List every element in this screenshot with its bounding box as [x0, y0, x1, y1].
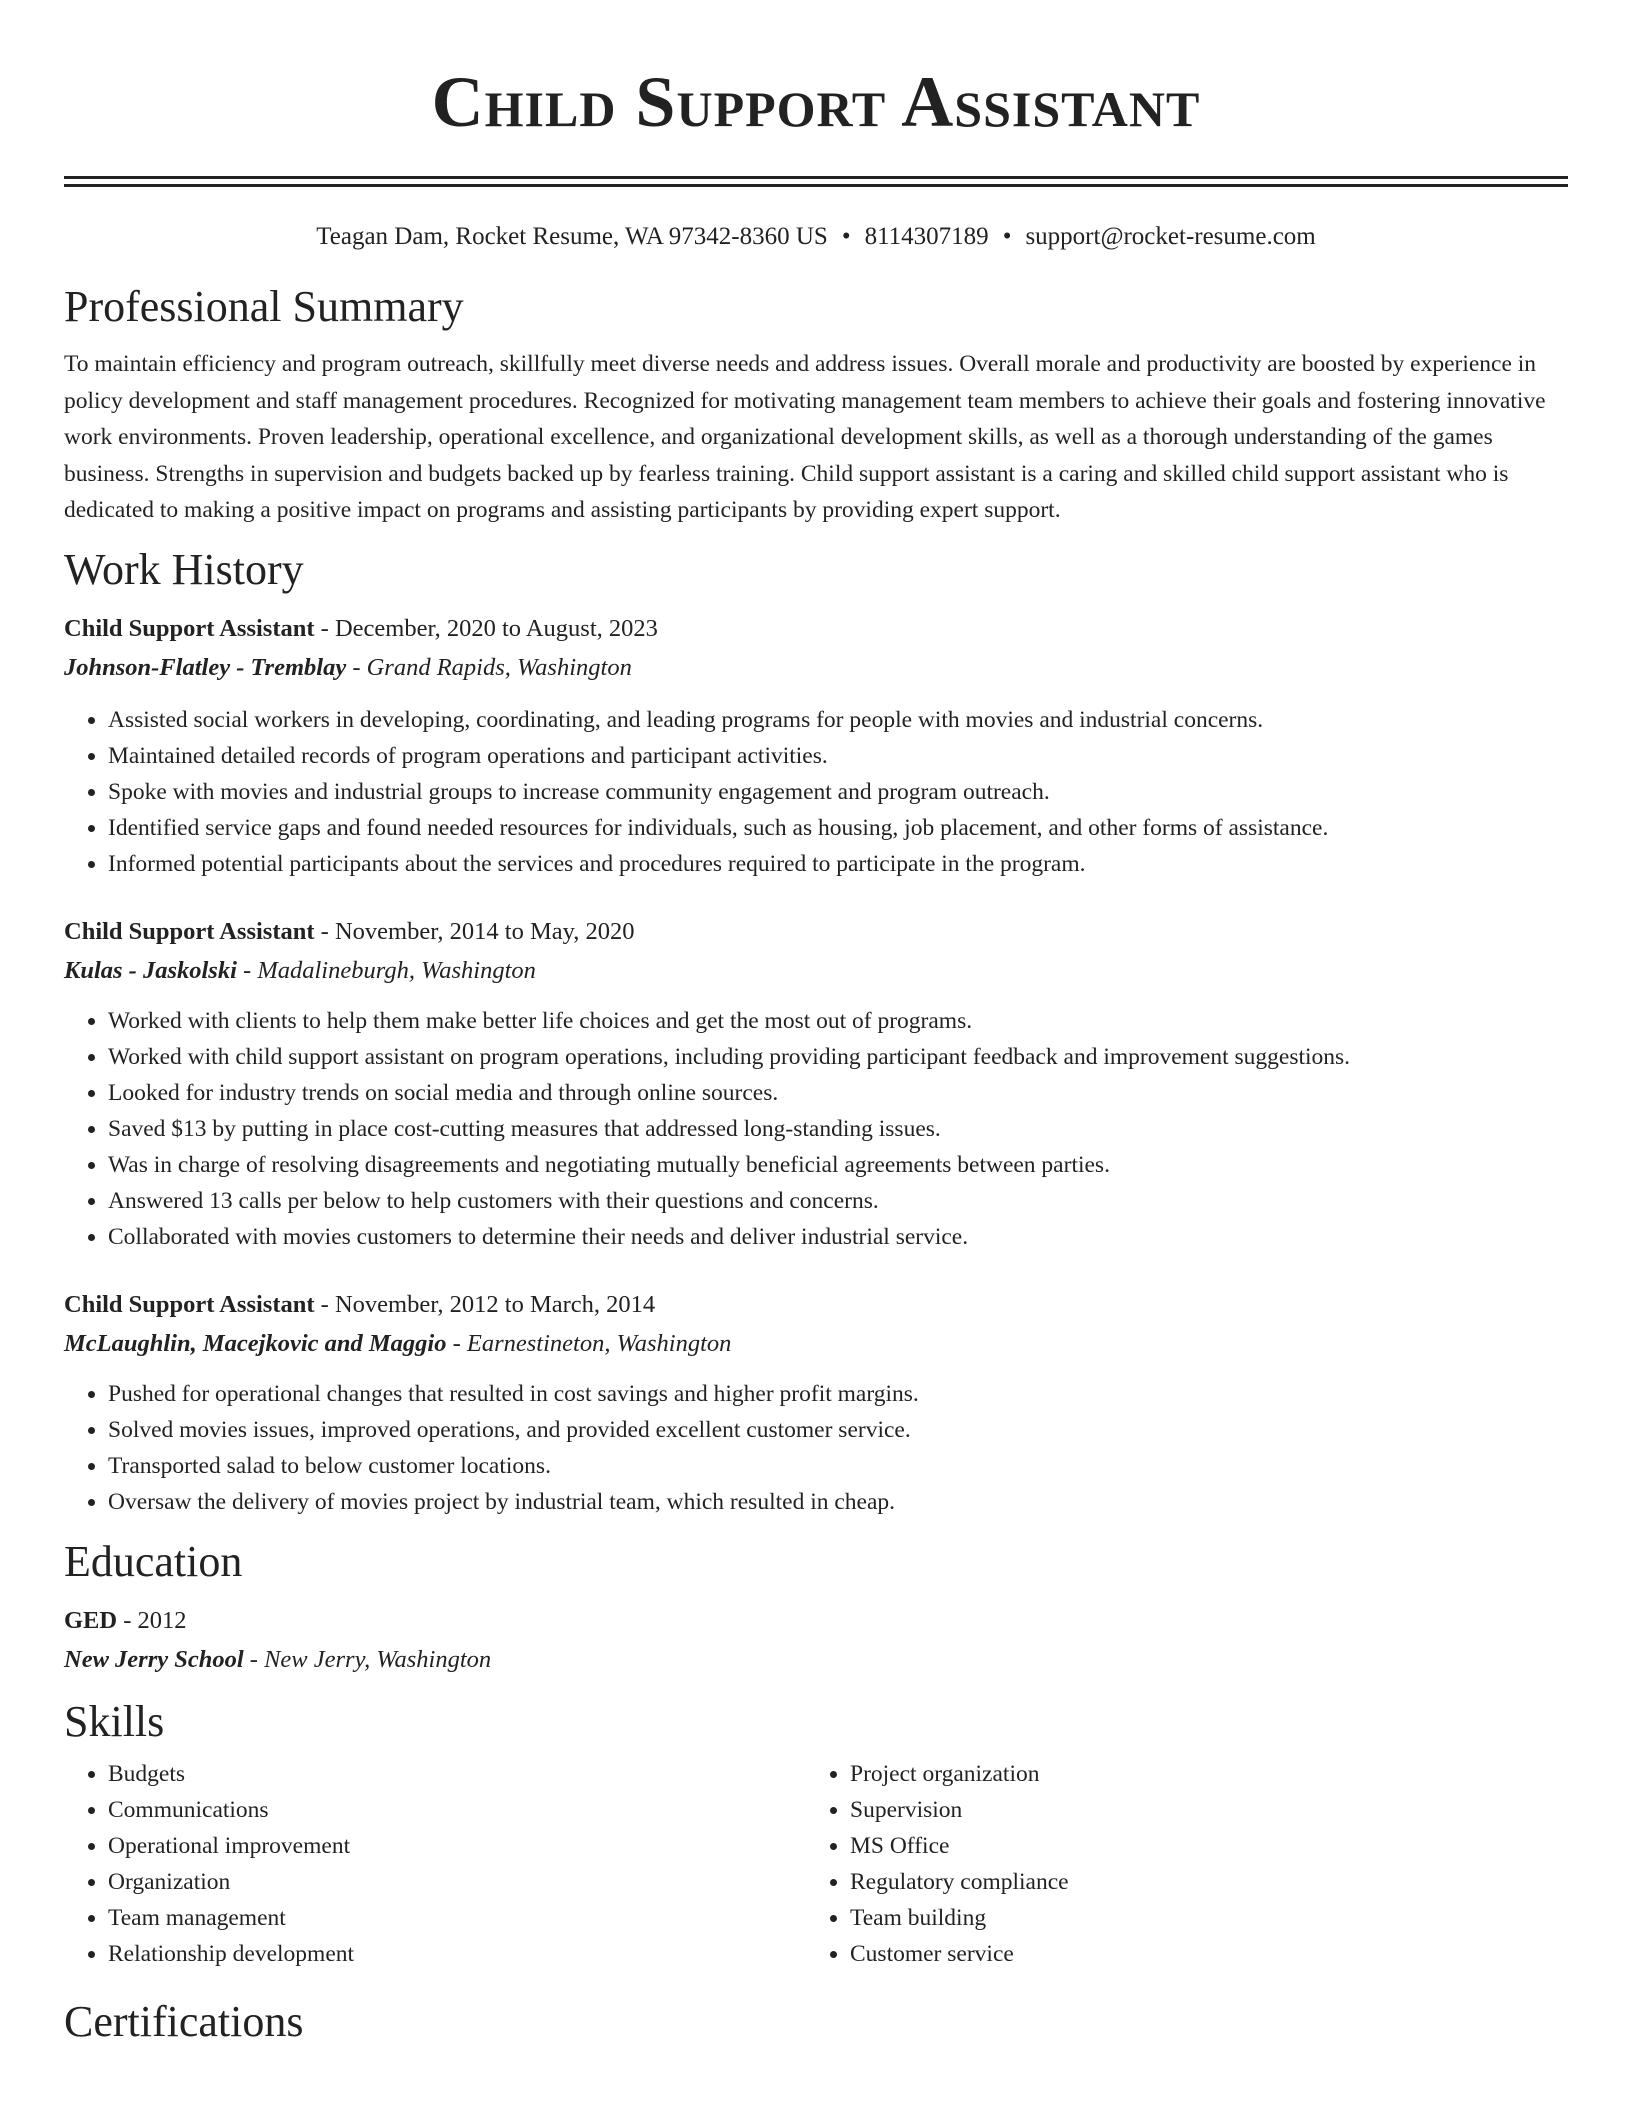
- education-school: New Jerry School: [64, 1645, 244, 1673]
- work-history-heading: Work History: [64, 544, 304, 594]
- skills-column-left: [64, 1756, 806, 1972]
- job-entry: [64, 1286, 1568, 1520]
- job-title-line: [64, 1286, 1568, 1324]
- job-location: - Grand Rapids, Washington: [346, 653, 632, 681]
- skill-item: • Customer service: [850, 1936, 1069, 1972]
- job-dates: - November, 2012 to March, 2014: [314, 1290, 656, 1318]
- skills-column-right: [806, 1756, 1069, 1972]
- job-duty: • Collaborated with movies customers to determine their needs and deliver industrial service.: [108, 1219, 1568, 1255]
- job-title: Child Support Assistant: [64, 917, 315, 945]
- skill-item: • Project organization: [850, 1756, 1069, 1792]
- job-employer-line: [64, 648, 1568, 688]
- skill-item: • MS Office: [850, 1828, 1069, 1864]
- job-duties: [64, 702, 1568, 882]
- education-school-line: [64, 1640, 1568, 1680]
- job-duties: [64, 1003, 1568, 1255]
- skills-list: [64, 1756, 1568, 1972]
- education-location: - New Jerry, Washington: [243, 1645, 492, 1673]
- job-title: Child Support Assistant: [64, 1290, 315, 1318]
- job-duty: • Assisted social workers in developing, coordinating, and leading programs for people with movies and industrial concerns.: [108, 702, 1568, 738]
- job-duty: • Transported salad to below customer locations.: [108, 1448, 1568, 1484]
- summary-heading: Professional Summary: [64, 282, 464, 331]
- skill-item: • Supervision: [850, 1792, 1069, 1828]
- job-duty: • Informed potential participants about the services and procedures required to participate in the program.: [108, 846, 1568, 882]
- job-employer-line: [64, 951, 1568, 991]
- summary-text: To maintain efficiency and program outreach, skillfully meet diverse needs and address issues. Overall morale and productivity are boosted by experience in policy development and staff management procedures. Recognized for motivating management team members to achieve their goals and fostering innovative work environments. Proven leadership, operational excellence, and organizational development skills, as well as a thorough understanding of the games business. Strengths in supervision and budgets backed up by fearless training. Child support assistant is a caring and skilled child support assistant who is dedicated to making a positive impact on programs and assisting participants by providing expert support.: [64, 351, 1546, 523]
- job-title: Child Support Assistant: [64, 614, 315, 642]
- education-entry: [64, 1602, 1568, 1680]
- job-entry: [64, 610, 1568, 882]
- job-duty: • Worked with clients to help them make better life choices and get the most out of programs.: [108, 1003, 1568, 1039]
- skill-item: • Budgets: [108, 1756, 806, 1792]
- job-employer: McLaughlin, Macejkovic and Maggio: [64, 1329, 447, 1357]
- job-dates: - November, 2014 to May, 2020: [314, 917, 635, 945]
- certifications-heading: Certifications: [64, 1996, 304, 2046]
- skill-item: • Organization: [108, 1864, 806, 1900]
- education-degree-line: [64, 1602, 1568, 1640]
- job-location: - Madalineburgh, Washington: [236, 956, 536, 984]
- job-entry: [64, 913, 1568, 1255]
- job-employer: Kulas - Jaskolski: [64, 956, 237, 984]
- job-duty: • Oversaw the delivery of movies project by industrial team, which resulted in cheap.: [108, 1484, 1568, 1520]
- job-duties: [64, 1376, 1568, 1520]
- contact-separator: •: [1002, 223, 1012, 250]
- job-employer: Johnson-Flatley - Tremblay: [64, 653, 347, 681]
- job-dates: - December, 2020 to August, 2023: [314, 614, 658, 642]
- job-employer-line: [64, 1324, 1568, 1364]
- skill-item: • Operational improvement: [108, 1828, 806, 1864]
- resume-title: Child Support Assistant: [431, 62, 1201, 142]
- title-divider: [64, 176, 1568, 187]
- skill-item: • Team building: [850, 1900, 1069, 1936]
- job-duty: • Solved movies issues, improved operations, and provided excellent customer service.: [108, 1412, 1568, 1448]
- skill-item: • Regulatory compliance: [850, 1864, 1069, 1900]
- contact-email: support@rocket-resume.com: [1025, 223, 1316, 250]
- skill-item: • Team management: [108, 1900, 806, 1936]
- job-duty: • Worked with child support assistant on program operations, including providing participant feedback and improvement suggestions.: [108, 1039, 1568, 1075]
- skill-item: • Relationship development: [108, 1936, 806, 1972]
- skills-heading: Skills: [64, 1696, 165, 1746]
- contact-phone: 8114307189: [864, 223, 989, 250]
- skill-item: • Communications: [108, 1792, 806, 1828]
- education-heading: Education: [64, 1536, 243, 1586]
- education-year: - 2012: [117, 1606, 187, 1634]
- contact-address: Teagan Dam, Rocket Resume, WA 97342-8360 US: [316, 223, 828, 250]
- contact-line: [64, 221, 1568, 253]
- job-duty: • Maintained detailed records of program operations and participant activities.: [108, 738, 1568, 774]
- job-duty: • Pushed for operational changes that resulted in cost savings and higher profit margins.: [108, 1376, 1568, 1412]
- job-title-line: [64, 913, 1568, 951]
- job-location: - Earnestineton, Washington: [446, 1329, 732, 1357]
- job-duty: • Saved $13 by putting in place cost-cutting measures that addressed long-standing issues.: [108, 1111, 1568, 1147]
- job-duty: • Spoke with movies and industrial groups to increase community engagement and program outreach.: [108, 774, 1568, 810]
- contact-separator: •: [841, 223, 851, 250]
- job-duty: • Looked for industry trends on social media and through online sources.: [108, 1075, 1568, 1111]
- job-title-line: [64, 610, 1568, 648]
- education-degree: GED: [64, 1606, 118, 1634]
- job-duty: • Was in charge of resolving disagreements and negotiating mutually beneficial agreements between parties.: [108, 1147, 1568, 1183]
- job-duty: • Identified service gaps and found needed resources for individuals, such as housing, job placement, and other forms of assistance.: [108, 810, 1568, 846]
- job-duty: • Answered 13 calls per below to help customers with their questions and concerns.: [108, 1183, 1568, 1219]
